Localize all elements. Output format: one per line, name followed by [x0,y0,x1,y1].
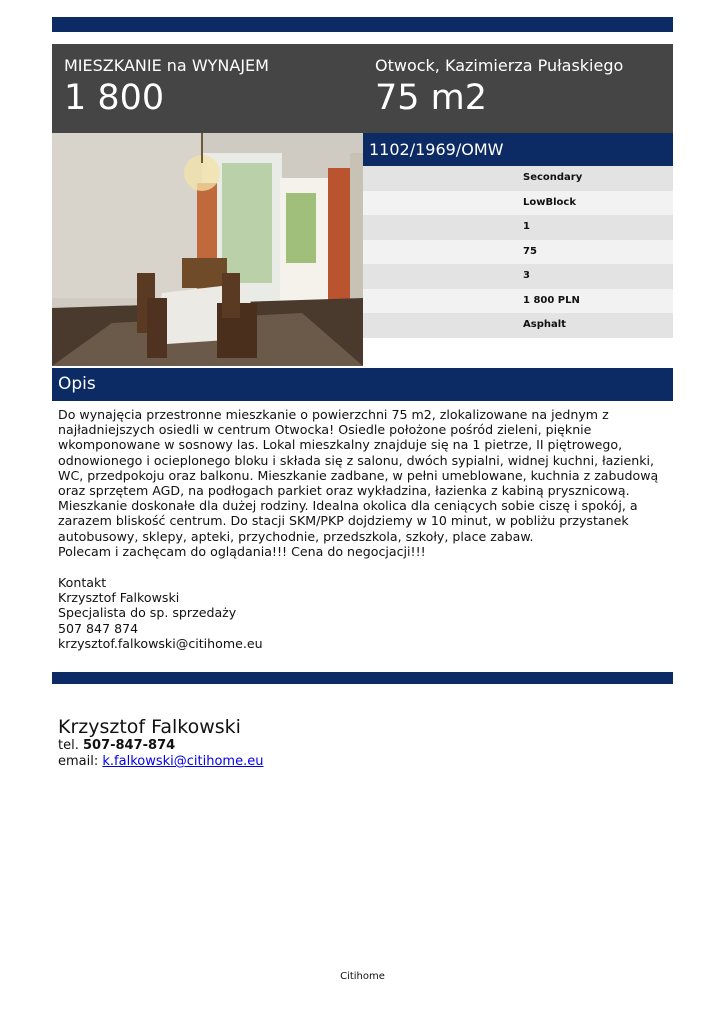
agent-phone-label: tel. [58,738,79,753]
agent-email-link[interactable]: k.falkowski@citihome.eu [102,754,264,769]
contact-block [58,575,263,651]
description-closing: Polecam i zachęcam do oglądania!!! Cena do negocjacji!!! [58,543,426,559]
description-paragraph: Do wynajęcia przestronne mieszkanie o powierzchni 75 m2, zlokalizowane na jednym z najładniejszych osiedli w centrum Otwocka! Osiedle położone pośród zieleni, pięknie wkomponowane w sosnowy las. Lokal mieszkalny znajduje się na 1 pietrze, II piętrowego, odnowionego i ocieplonego bloku i składa się z salonu, dwóch sypialni, widnej kuchni, łazienki, WC, przedpokoju oraz balkonu. Mieszkanie zadbane, w pełni umeblowane, kuchnia z zabudową oraz sprzętem AGD, na podłogach parkiet oraz wykładzina, łazienka z kabiną prysznicową. Mieszkanie doskonałe dla dużej rodziny. Idealna okolica dla ceniących sobie ciszę i spokój, a zarazem bliskość centrum. Do stacji SKM/PKP dojdziemy w 10 minut, w pobliżu przystanek autobusowy, sklepy, apteki, przychodnie, przedszkola, szkoły, place zabaw. [58,407,659,544]
property-floor: 1 [363,215,673,240]
property-building-type: LowBlock [363,191,673,216]
contact-phone: 507 847 874 [58,620,139,636]
property-market: Secondary [363,166,673,191]
property-price: 1 800 PLN [363,289,673,314]
agent-email-line [58,754,263,770]
section-divider-bar [52,672,673,684]
property-rooms: 3 [363,264,673,289]
agent-email-label: email: [58,754,99,769]
contact-heading: Kontakt [58,575,107,590]
listing-type: MIESZKANIE na WYNAJEM [64,56,269,75]
property-area: 75 [363,240,673,265]
header-right [375,56,623,118]
listing-id: 1102/1969/OMW [363,133,673,166]
header-left [64,56,269,118]
listing-area: 75 m2 [375,78,488,118]
listing-location: Otwock, Kazimierza Pułaskiego [375,56,624,75]
listing-price: 1 800 [64,78,165,118]
contact-role: Specjalista do sp. sprzedaży [58,605,237,621]
top-accent-bar [52,17,673,32]
contact-name: Krzysztof Falkowski [58,590,180,606]
contact-email: krzysztof.falkowski@citihome.eu [58,635,263,651]
footer-brand: Citihome [340,971,385,982]
description-text [58,407,670,559]
property-road: Asphalt [363,313,673,338]
agent-name: Krzysztof Falkowski [58,716,241,738]
agent-card [58,716,263,770]
listing-header [52,44,673,133]
property-table [363,166,673,338]
agent-phone: 507-847-874 [82,738,176,753]
agent-phone-line [58,738,263,754]
description-heading: Opis [52,368,673,401]
property-photo [52,133,363,366]
